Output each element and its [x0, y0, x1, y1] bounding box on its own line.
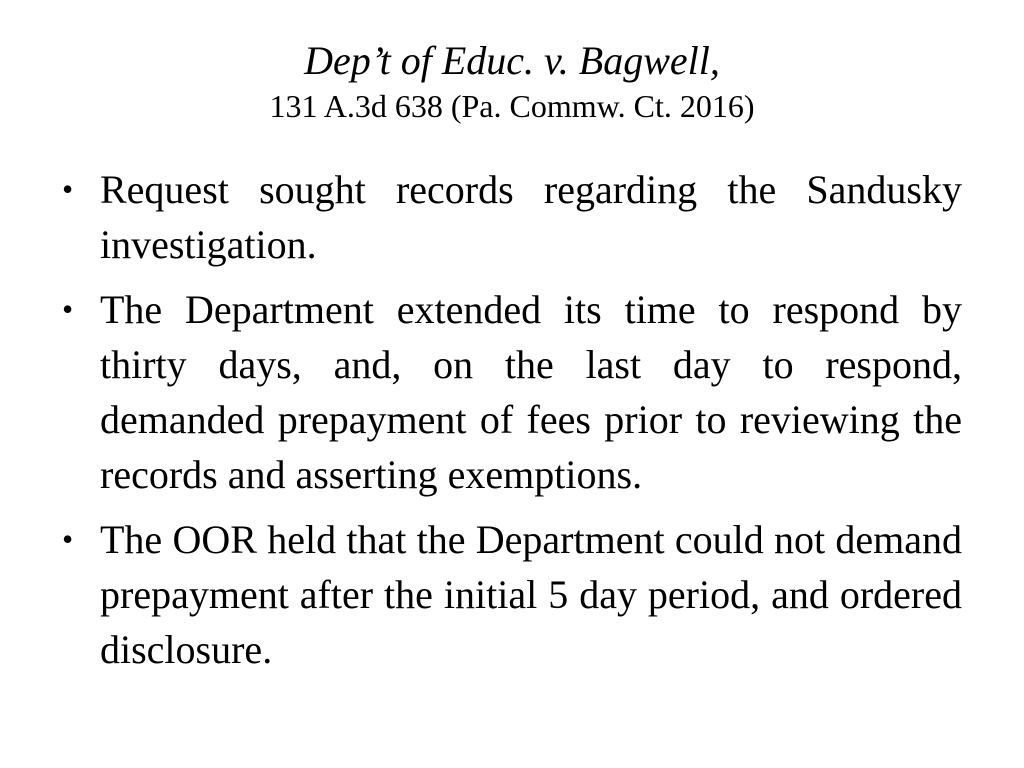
case-citation: 131 A.3d 638 (Pa. Commw. Ct. 2016) [269, 88, 755, 124]
bullet-item [62, 512, 962, 677]
bullet-text: Request sought records regarding the Sandusky investigation. [100, 167, 962, 267]
bullet-text: The OOR held that the Department could not demand prepayment after the initial 5 day period, and ordered disclosure. [100, 517, 962, 672]
title-block [0, 36, 1024, 126]
bullet-icon: • [62, 521, 74, 557]
case-title: Dep’t of Educ. v. Bagwell, [304, 38, 720, 83]
bullet-item [62, 282, 962, 502]
bullet-text: The Department extended its time to respond by thirty days, and, on the last day to respond, demanded prepayment of fees prior to reviewing the records and asserting exemptions. [100, 287, 962, 497]
bullet-icon: • [62, 171, 74, 207]
bullet-list [62, 162, 962, 687]
bullet-icon: • [62, 291, 74, 327]
bullet-item [62, 162, 962, 272]
